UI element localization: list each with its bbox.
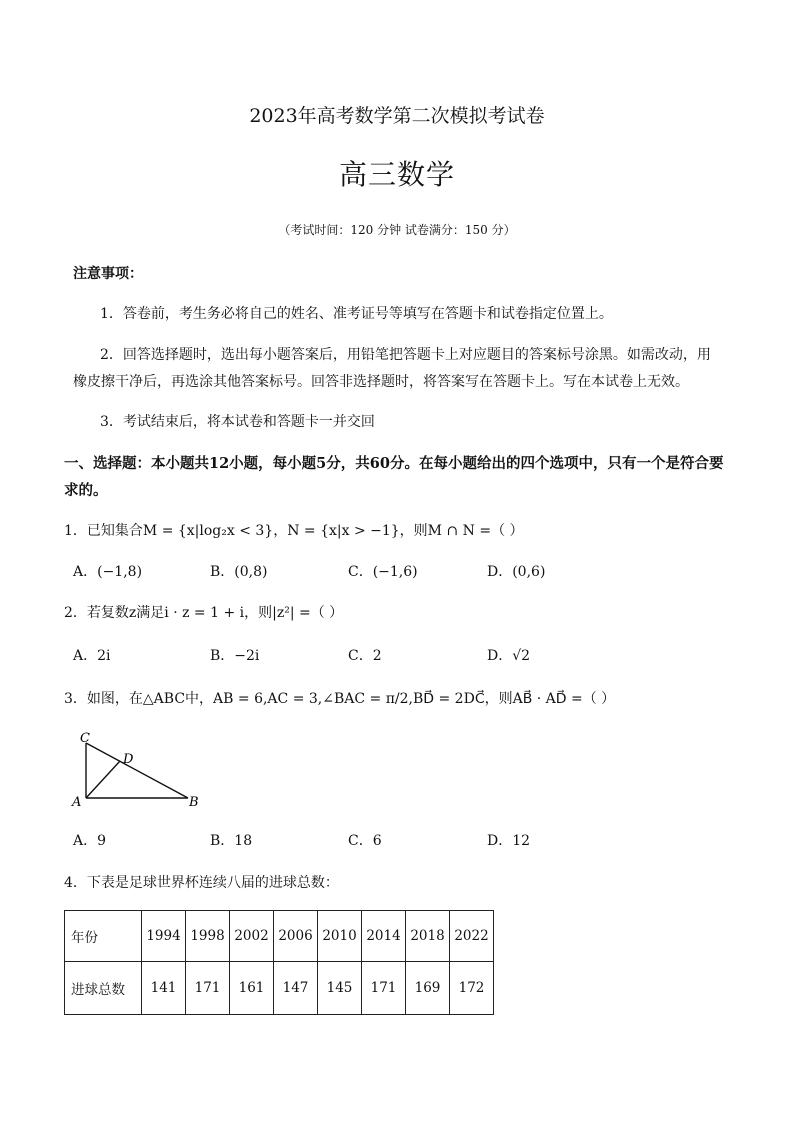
notice-title: 注意事项： bbox=[73, 266, 143, 282]
table-cell: 2018 bbox=[406, 911, 450, 962]
question-3-option-c: C．6 bbox=[348, 833, 382, 849]
exam-info: （考试时间：120 分钟 试卷满分：150 分） bbox=[278, 223, 516, 237]
table-row-goals bbox=[65, 962, 494, 1015]
table-cell: 141 bbox=[142, 962, 186, 1015]
notice-item-2-line-1: 2．回答选择题时，选出每小题答案后，用铅笔把答题卡上对应题目的答案标号涂黑。如需改动，用 bbox=[100, 347, 711, 363]
segment-ad bbox=[86, 761, 120, 798]
table-row-header: 年份 bbox=[65, 911, 142, 962]
table-cell: 2010 bbox=[318, 911, 362, 962]
notice-item-1: 1．答卷前，考生务必将自己的姓名、准考证号等填写在答题卡和试卷指定位置上。 bbox=[100, 306, 613, 322]
table-cell: 147 bbox=[274, 962, 318, 1015]
table-cell: 1998 bbox=[186, 911, 230, 962]
vertex-label-d: D bbox=[123, 752, 134, 767]
vertex-label-c: C bbox=[80, 731, 90, 746]
section-title-line-2: 求的。 bbox=[64, 482, 108, 499]
table-cell: 1994 bbox=[142, 911, 186, 962]
vertex-label-b: B bbox=[189, 795, 199, 810]
notice-item-3: 3．考试结束后，将本试卷和答题卡一并交回 bbox=[100, 414, 375, 430]
table-cell: 2002 bbox=[230, 911, 274, 962]
world-cup-goals-table bbox=[64, 910, 494, 1015]
table-row-header: 进球总数 bbox=[65, 962, 142, 1015]
question-2-option-a: A．2i bbox=[73, 648, 111, 664]
table-cell: 171 bbox=[186, 962, 230, 1015]
side-bc bbox=[86, 743, 188, 798]
question-1-option-d: D．(0,6) bbox=[487, 564, 546, 580]
question-3-option-d: D．12 bbox=[487, 833, 531, 849]
table-cell: 171 bbox=[362, 962, 406, 1015]
table-row-years bbox=[65, 911, 494, 962]
table-cell: 145 bbox=[318, 962, 362, 1015]
question-2-option-b: B．−2i bbox=[210, 648, 260, 664]
vertex-label-a: A bbox=[72, 795, 82, 810]
question-3-stem: 3．如图，在△ABC中，AB = 6,AC = 3,∠BAC = π/2,BD⃗ = 2DC⃗，则AB⃗ · AD⃗ =（ ） bbox=[64, 691, 616, 707]
triangle-figure bbox=[70, 730, 210, 812]
question-2-stem: 2．若复数z满足i · z = 1 + i，则|z²| =（ ） bbox=[64, 605, 344, 621]
question-2-option-d: D．√2 bbox=[487, 648, 531, 664]
question-2-option-c: C．2 bbox=[348, 648, 382, 664]
table-cell: 2014 bbox=[362, 911, 406, 962]
exam-subtitle: 2023年高考数学第二次模拟考试卷 bbox=[249, 105, 545, 127]
table-cell: 2006 bbox=[274, 911, 318, 962]
exam-title: 高三数学 bbox=[338, 158, 455, 191]
notice-item-2-line-2: 橡皮擦干净后，再选涂其他答案标号。回答非选择题时，将答案写在答题卡上。写在本试卷上无效。 bbox=[73, 374, 689, 390]
question-3-option-a: A．9 bbox=[73, 833, 107, 849]
question-1-option-c: C．(−1,6) bbox=[348, 564, 418, 580]
table-cell: 169 bbox=[406, 962, 450, 1015]
table-cell: 161 bbox=[230, 962, 274, 1015]
table-cell: 172 bbox=[450, 962, 494, 1015]
section-title-line-1: 一、选择题：本小题共12小题，每小题5分，共60分。在每小题给出的四个选项中，只有一个是符合要 bbox=[64, 455, 724, 472]
question-1-option-a: A．(−1,8) bbox=[73, 564, 143, 580]
question-3-option-b: B．18 bbox=[210, 833, 253, 849]
question-4-stem: 4．下表是足球世界杯连续八届的进球总数： bbox=[64, 875, 339, 891]
table-cell: 2022 bbox=[450, 911, 494, 962]
question-1-stem: 1．已知集合M = {x|log₂x < 3}，N = {x|x > −1}，则M ∩ N =（ ） bbox=[64, 523, 524, 539]
question-1-option-b: B．(0,8) bbox=[210, 564, 268, 580]
